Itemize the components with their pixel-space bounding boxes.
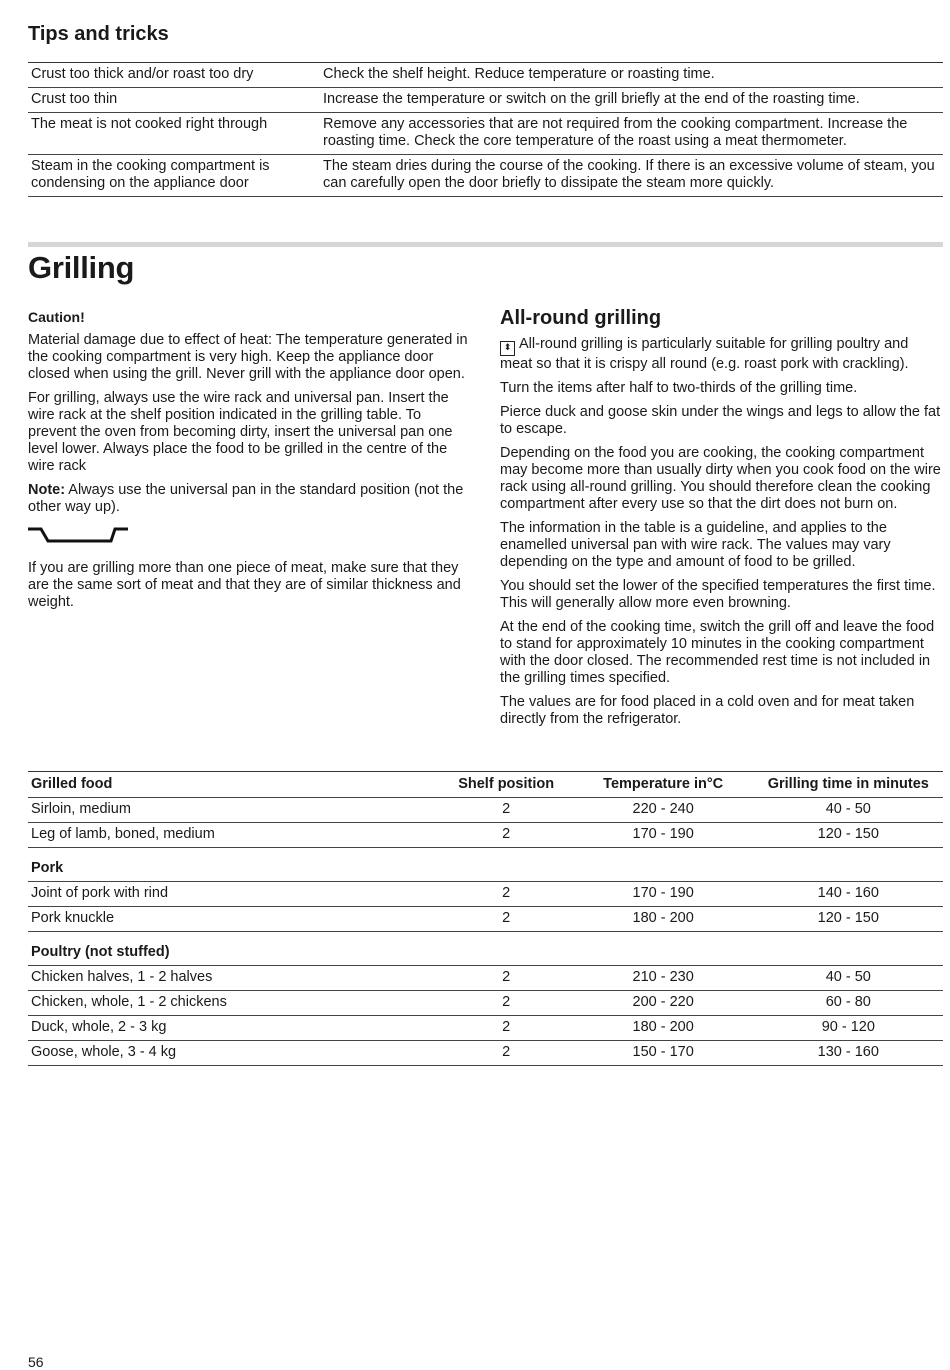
temp-cell: 180 - 200: [573, 1016, 754, 1041]
table-row: [28, 907, 943, 932]
food-cell: Duck, whole, 2 - 3 kg: [28, 1016, 440, 1041]
table-row: [28, 966, 943, 991]
food-cell: Chicken halves, 1 - 2 halves: [28, 966, 440, 991]
paragraph: At the end of the cooking time, switch the grill off and leave the food to stand for approximately 10 minutes in the cooking compartment with the door closed. The recommended rest time is not included in the grilling times specified.: [500, 619, 935, 686]
temp-cell: 150 - 170: [573, 1041, 754, 1066]
tips-problem: Steam in the cooking compartment is condensing on the appliance door: [28, 155, 320, 197]
table-group-row: [28, 848, 943, 882]
note-label: Note:: [28, 482, 66, 498]
shelf-cell: 2: [440, 823, 573, 848]
universal-pan-icon: [28, 526, 130, 544]
header-grilling-time: Grilling time in minutes: [754, 772, 943, 798]
note: [28, 482, 468, 516]
section-divider: [28, 242, 943, 247]
food-cell: Pork knuckle: [28, 907, 440, 932]
table-row: [28, 155, 943, 197]
shelf-cell: 2: [440, 991, 573, 1016]
page-number: 56: [28, 1354, 44, 1370]
table-group-row: [28, 932, 943, 966]
temp-cell: 170 - 190: [573, 882, 754, 907]
temp-cell: 180 - 200: [573, 907, 754, 932]
multiple-meat-text: If you are grilling more than one piece of meat, make sure that they are the same sort of meat and that they are of similar thickness and weight.: [28, 560, 461, 610]
header-grilled-food: Grilled food: [28, 772, 440, 798]
grilling-table: [28, 771, 943, 1066]
paragraph: Turn the items after half to two-thirds of the grilling time.: [500, 380, 858, 396]
time-cell: 120 - 150: [754, 907, 943, 932]
right-column: [500, 307, 943, 735]
header-shelf-position: Shelf position: [440, 772, 573, 798]
table-row: [28, 798, 943, 823]
paragraph: The values are for food placed in a cold oven and for meat taken directly from the refrigerator.: [500, 694, 915, 727]
temp-cell: 220 - 240: [573, 798, 754, 823]
shelf-cell: 2: [440, 907, 573, 932]
group-label: Pork: [28, 848, 943, 882]
shelf-cell: 2: [440, 798, 573, 823]
table-row: [28, 991, 943, 1016]
time-cell: 40 - 50: [754, 966, 943, 991]
caution-text: Material damage due to effect of heat: The temperature generated in the cooking compartment is very high. Keep the appliance door closed when using the grill. Never grill with the appliance door open.: [28, 332, 468, 382]
grilling-instructions: For grilling, always use the wire rack and universal pan. Insert the wire rack at the shelf position indicated in the grilling table. To prevent the oven from becoming dirty, insert the universal pan one level lower. Always place the food to be grilled in the centre of the wire rack: [28, 390, 453, 474]
manual-page: [28, 0, 943, 1370]
temp-cell: 210 - 230: [573, 966, 754, 991]
time-cell: 60 - 80: [754, 991, 943, 1016]
table-row: [28, 88, 943, 113]
table-row: [28, 823, 943, 848]
time-cell: 140 - 160: [754, 882, 943, 907]
table-row: [28, 113, 943, 155]
tips-solution: Increase the temperature or switch on the grill briefly at the end of the roasting time.: [320, 88, 943, 113]
note-text: Always use the universal pan in the standard position (not the other way up).: [28, 482, 464, 515]
table-row: [28, 63, 943, 88]
shelf-cell: 2: [440, 1016, 573, 1041]
food-cell: Sirloin, medium: [28, 798, 440, 823]
shelf-cell: 2: [440, 966, 573, 991]
tips-solution: Check the shelf height. Reduce temperature or roasting time.: [320, 63, 943, 88]
shelf-cell: 2: [440, 1041, 573, 1066]
temp-cell: 200 - 220: [573, 991, 754, 1016]
time-cell: 40 - 50: [754, 798, 943, 823]
grilling-title: Grilling: [28, 250, 135, 285]
tips-solution: The steam dries during the course of the cooking. If there is an excessive volume of steam, you can carefully open the door briefly to dissipate the steam more quickly.: [320, 155, 943, 197]
time-cell: 90 - 120: [754, 1016, 943, 1041]
table-row: [28, 882, 943, 907]
tips-problem: Crust too thin: [28, 88, 320, 113]
group-label: Poultry (not stuffed): [28, 932, 943, 966]
table-row: [28, 1016, 943, 1041]
tips-problem: The meat is not cooked right through: [28, 113, 320, 155]
temp-cell: 170 - 190: [573, 823, 754, 848]
tips-title: Tips and tricks: [28, 23, 169, 45]
paragraph: ⬍ All-round grilling is particularly suitable for grilling poultry and meat so that it is crispy all round (e.g. roast pork with crackling).: [500, 336, 909, 372]
time-cell: 130 - 160: [754, 1041, 943, 1066]
food-cell: Goose, whole, 3 - 4 kg: [28, 1041, 440, 1066]
tips-table: [28, 62, 943, 197]
paragraph: Pierce duck and goose skin under the wings and legs to allow the fat to escape.: [500, 404, 941, 437]
table-header-row: [28, 772, 943, 798]
header-temperature: Temperature in°C: [573, 772, 754, 798]
tips-solution: Remove any accessories that are not required from the cooking compartment. Increase the roasting time. Check the core temperature of the roast using a meat thermometer.: [320, 113, 943, 155]
food-cell: Chicken, whole, 1 - 2 chickens: [28, 991, 440, 1016]
paragraph: Depending on the food you are cooking, the cooking compartment may become more than usually dirty when you cook food on the wire rack using all-round grilling. You should therefore clean the cooking compartment after every use so that the dirt does not burn on.: [500, 445, 941, 512]
left-column: [28, 309, 468, 618]
paragraph: You should set the lower of the specified temperatures the first time. This will generally allow more even browning.: [500, 578, 936, 611]
tips-problem: Crust too thick and/or roast too dry: [28, 63, 320, 88]
table-row: [28, 1041, 943, 1066]
paragraph: The information in the table is a guideline, and applies to the enamelled universal pan with wire rack. The values may vary depending on the type and amount of food to be grilled.: [500, 520, 891, 570]
all-round-grill-icon: ⬍: [500, 341, 515, 356]
time-cell: 120 - 150: [754, 823, 943, 848]
food-cell: Leg of lamb, boned, medium: [28, 823, 440, 848]
food-cell: Joint of pork with rind: [28, 882, 440, 907]
all-round-grilling-title: All-round grilling: [500, 307, 662, 329]
caution-label: Caution!: [28, 309, 85, 325]
shelf-cell: 2: [440, 882, 573, 907]
